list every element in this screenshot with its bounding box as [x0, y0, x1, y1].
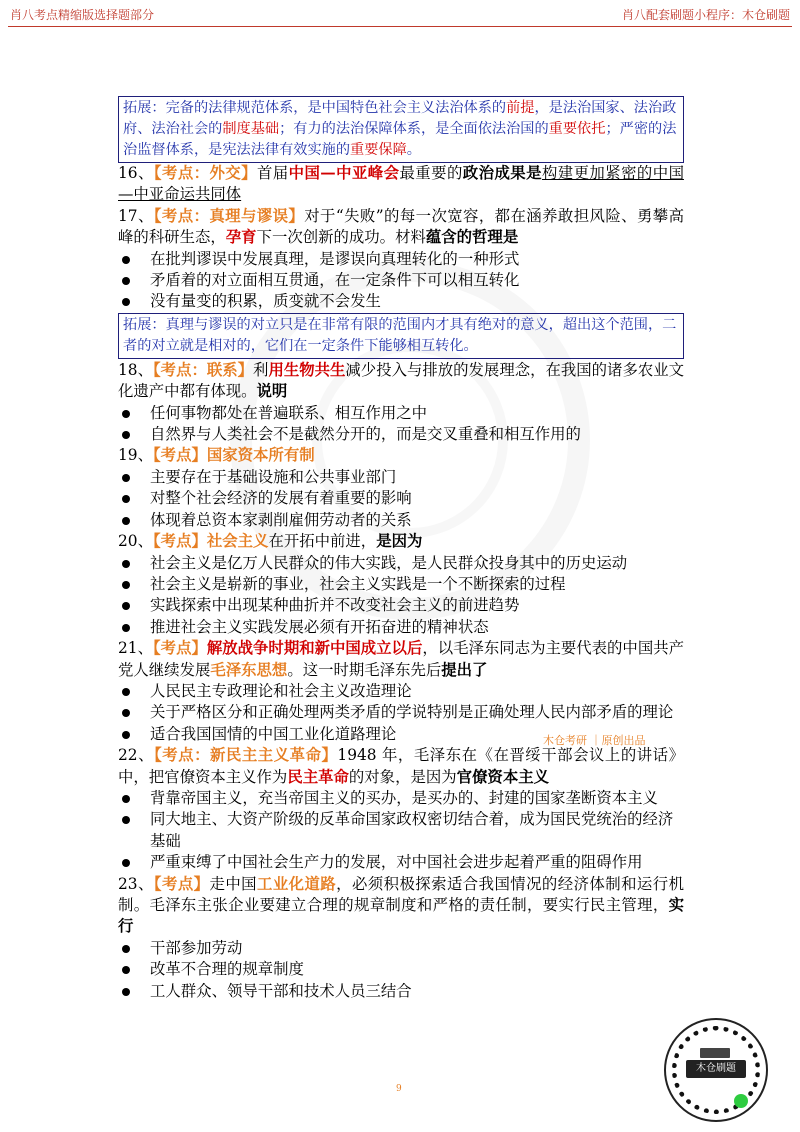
mini-program-qr-code[interactable]: [664, 1018, 768, 1122]
bullet-icon: [122, 474, 130, 482]
list-item: 在批判谬误中发展真理，是谬误向真理转化的一种形式: [118, 249, 684, 270]
topic-tag: 【考点：新民主主义革命】: [154, 746, 338, 765]
list-item: 同大地主、大资产阶级的反革命国家政权密切结合着，成为国民党统治的经济基础: [118, 809, 684, 852]
list-item: 没有量变的积累，质变就不会发生: [118, 291, 684, 312]
bullet-icon: [122, 709, 130, 717]
bullet-icon: [122, 602, 130, 610]
topic-tag: 【考点】: [152, 639, 207, 658]
bullet-icon: [122, 560, 130, 568]
bullet-icon: [122, 795, 130, 803]
topic-tag: 【考点：真理与谬误】: [153, 206, 305, 225]
question-22: 22、【考点：新民主主义革命】1948 年，毛泽东在《在晋绥干部会议上的讲话》中，把官僚资本主义作为民主革命的对象，是因为官僚资本主义: [118, 746, 684, 786]
bullet-icon: [122, 256, 130, 264]
question-21: 21、【考点】解放战争时期和新中国成立以后，以毛泽东同志为主要代表的中国共产党人继续发展毛泽东思想。这一时期毛泽东先后提出了: [118, 639, 684, 679]
bullet-icon: [122, 277, 130, 285]
box-text: ；严密的法治监督体系，是宪法法律有效实施的: [123, 121, 677, 158]
list-item: 关于严格区分和正确处理两类矛盾的学说特别是正确处理人民内部矛盾的理论: [118, 702, 684, 723]
topic-tag: 【考点】: [152, 446, 207, 465]
list-item: 背靠帝国主义，充当帝国主义的买办，是买办的、封建的国家垄断资本主义: [118, 788, 684, 809]
extension-box-law: [118, 96, 684, 163]
box-highlight: 制度基础: [222, 121, 280, 137]
list-item: 矛盾着的对立面相互贯通，在一定条件下可以相互转化: [118, 270, 684, 291]
box-highlight: 重要依托: [548, 121, 606, 137]
header-left-title: 肖八考点精缩版选择题部分: [10, 8, 155, 22]
topic-tag: 【考点】: [153, 874, 210, 893]
page-number: 9: [396, 1084, 402, 1094]
box-text: 。: [406, 142, 421, 158]
list-item: 改革不合理的规章制度: [118, 959, 684, 980]
list-item: 严重束缚了中国社会生产力的发展，对中国社会进步起着严重的阻碍作用: [118, 852, 684, 873]
bullet-icon: [122, 624, 130, 632]
question-18: 18、【考点：联系】利用生物共生减少投入与排放的发展理念，在我国的诸多农业文化遗产中都有体现。说明: [118, 360, 685, 401]
bullet-icon: [122, 298, 130, 306]
header-right-title: 肖八配套刷题小程序：木仓刷题: [621, 8, 790, 22]
topic-tag: 【考点】: [152, 532, 207, 551]
original-signature: 木仓考研 ｜原创出品: [543, 734, 646, 747]
qr-tag: [700, 1048, 730, 1058]
list-item: 干部参加劳动: [118, 938, 684, 959]
box-text: ；有力的法治保障体系，是全面依法治国的: [279, 121, 549, 137]
question-19: 19、【考点】国家资本所有制: [118, 446, 315, 465]
topic-tag: 【考点：联系】: [152, 360, 254, 379]
bullet-icon: [122, 966, 130, 974]
question-23: 23、【考点】走中国工业化道路，必须积极探索适合我国情况的经济体制和运行机制。毛泽东主张企业要建立合理的规章制度和严格的责任制，要实行民主管理，实行: [118, 874, 684, 936]
list-item: 对整个社会经济的发展有着重要的影响: [118, 488, 684, 509]
list-item: 主要存在于基础设施和公共事业部门: [118, 467, 684, 488]
list-item: 社会主义是亿万人民群众的伟大实践，是人民群众投身其中的历史运动: [118, 553, 684, 574]
list-item: 任何事物都处在普遍联系、相互作用之中: [118, 403, 684, 424]
bullet-icon: [122, 945, 130, 953]
list-item: 社会主义是崭新的事业，社会主义实践是一个不断探索的过程: [118, 574, 684, 595]
page-content: [118, 96, 684, 1002]
bullet-icon: [122, 431, 130, 439]
qr-brand-label: 木仓刷题: [686, 1060, 746, 1078]
mini-program-icon: [734, 1094, 748, 1108]
bullet-icon: [122, 517, 130, 525]
topic-tag: 【考点：外交】: [153, 164, 257, 182]
list-item: 推进社会主义实践发展必须有开拓奋进的精神状态: [118, 617, 684, 638]
list-item: 工人群众、领导干部和技术人员三结合: [118, 981, 684, 1002]
box-highlight: 前提: [506, 100, 535, 116]
box-text: 拓展：完备的法律规范体系，是中国特色社会主义法治体系的: [123, 100, 507, 116]
bullet-icon: [122, 581, 130, 589]
bullet-icon: [122, 988, 130, 996]
extension-box-truth: 拓展：真理与谬误的对立只是在非常有限的范围内才具有绝对的意义，超出这个范围，二者的对立就是相对的，它们在一定条件下能够相互转化。: [118, 313, 684, 359]
bullet-icon: [122, 688, 130, 696]
bullet-icon: [122, 410, 130, 418]
box-text: ，是法治国家、法治政府、法治社会的: [123, 100, 677, 137]
bullet-icon: [122, 816, 130, 824]
bullet-icon: [122, 495, 130, 503]
question-17: 17、【考点：真理与谬误】对于“失败”的每一次宽容，都在涵养敢担风险、勇攀高峰的科研生态，孕育下一次创新的成功。材料蕴含的哲理是: [118, 206, 684, 247]
box-highlight: 重要保障: [350, 142, 407, 158]
header-divider: [8, 26, 792, 27]
list-item: 自然界与人类社会不是截然分开的，而是交叉重叠和相互作用的: [118, 424, 684, 445]
list-item: 适合我国国情的中国工业化道路理论: [118, 724, 684, 745]
question-20: 20、【考点】社会主义在开拓中前进，是因为: [118, 532, 423, 551]
bullet-icon: [122, 731, 130, 739]
list-item: 体现着总资本家剥削雇佣劳动者的关系: [118, 510, 684, 531]
list-item: 人民民主专政理论和社会主义改造理论: [118, 681, 684, 702]
list-item: 实践探索中出现某种曲折并不改变社会主义的前进趋势: [118, 595, 684, 616]
bullet-icon: [122, 859, 130, 867]
question-16: 16、【考点：外交】首届中国—中亚峰会最重要的政治成果是构建更加紧密的中国—中亚命运共同体: [118, 164, 684, 204]
